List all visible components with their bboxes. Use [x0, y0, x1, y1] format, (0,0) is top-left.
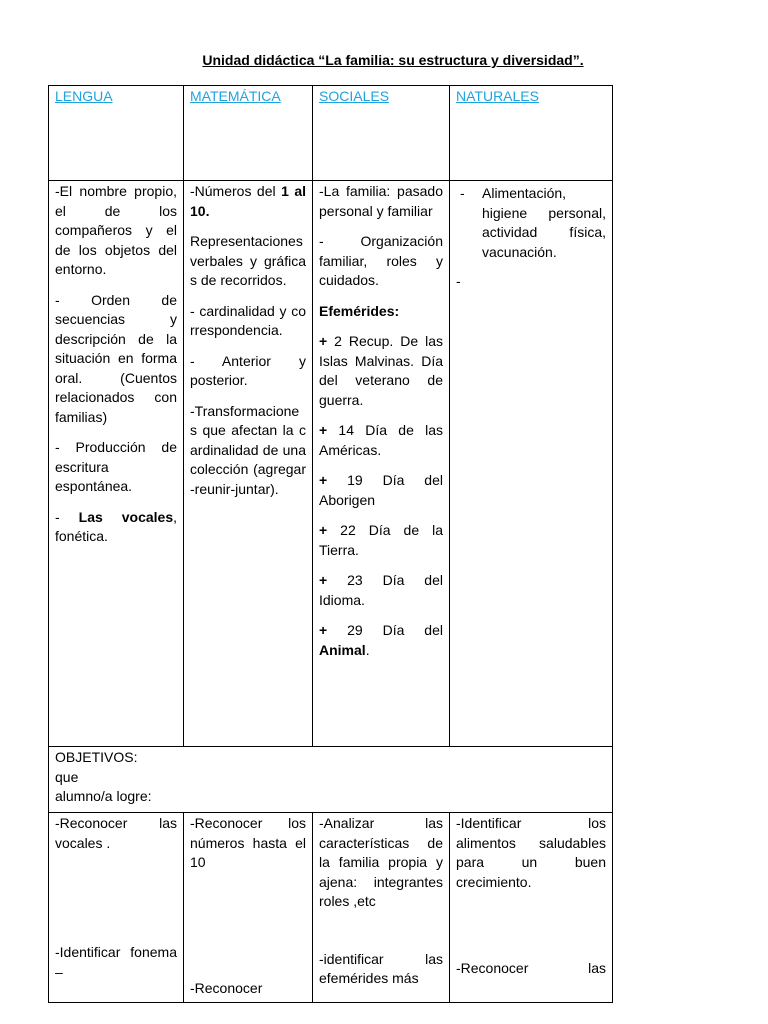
content-row [49, 181, 613, 747]
objetivo-sociales-1: -Analizar las características de la familia propia y ajena: integrantes roles ,etc [319, 815, 443, 909]
matematica-item-5: -Transformaciones que afectan la cardinalidad de una colección (agregar-reunir-juntar). [190, 402, 306, 497]
objetivo-lengua [49, 813, 184, 1003]
objetivo-naturales [450, 813, 613, 1003]
matematica-item-2: Representaciones verbales y gráficas de recorridos. [190, 233, 306, 288]
objetivo-lengua-2: -Identificar fonema – [55, 944, 177, 980]
unit-table [48, 85, 613, 1003]
objetivos-label-row [49, 747, 613, 813]
lengua-item-2: - Orden de secuencias y descripción de la situación en forma oral. (Cuentos relacionados con familias) [55, 291, 177, 425]
objetivo-naturales-1: -Identificar los alimentos saludables para un buen crecimiento. [456, 815, 606, 890]
objetivos-label-cell [49, 747, 613, 813]
objetivo-sociales [313, 813, 450, 1003]
plus-icon: + [319, 472, 328, 488]
efemeride-3: + 19 Día del Aborigen [319, 472, 443, 508]
header-cell-naturales [450, 86, 613, 181]
objetivo-sociales-2: -identificar las efemérides más [319, 950, 443, 986]
header-row [49, 86, 613, 181]
efemeride-4: + 22 Día de la Tierra. [319, 522, 443, 558]
content-lengua [49, 181, 184, 747]
plus-icon: + [319, 522, 328, 538]
plus-icon: + [319, 572, 328, 588]
naturales-dash: - [456, 273, 461, 289]
header-sociales[interactable]: SOCIALES [319, 88, 390, 104]
content-matematica [184, 181, 313, 747]
sociales-item-2: - Organización familiar, roles y cuidados. [319, 233, 443, 288]
content-naturales [450, 181, 613, 747]
sociales-item-1: -La familia: pasado personal y familiar [319, 183, 443, 219]
efemeride-1: + 2 Recup. De las Islas Malvinas. Día del veterano de guerra. [319, 333, 443, 408]
matematica-item-1: -Números del 1 al 10. [190, 183, 307, 219]
header-cell-sociales [313, 86, 450, 181]
efemeride-5: + 23 Día del Idioma. [319, 572, 443, 608]
naturales-list [456, 184, 606, 262]
header-lengua[interactable]: LENGUA [55, 88, 113, 104]
plus-icon: + [319, 622, 328, 638]
objetivos-label: OBJETIVOS: [55, 749, 138, 765]
content-sociales [313, 181, 450, 747]
header-matematica[interactable]: MATEMÁTICA [190, 88, 281, 104]
efemeride-2: + 14 Día de las Américas. [319, 422, 443, 458]
objetivo-matematica-2: -Reconocer [190, 979, 263, 996]
objetivo-naturales-2: -Reconocer las [456, 960, 606, 976]
matematica-item-3: - cardinalidad y correspondencia. [190, 302, 306, 338]
plus-icon: + [319, 333, 328, 349]
lengua-item-3: - Producción de escritura espontánea. [55, 439, 177, 494]
lengua-item-1: -El nombre propio, el de los compañeros y el de los objetos del entorno. [55, 183, 177, 277]
header-cell-lengua [49, 86, 184, 181]
header-cell-matematica [184, 86, 313, 181]
document-title: Unidad didáctica “La familia: su estructura y diversidad”. [202, 52, 584, 68]
lengua-item-4: - Las vocales, fonética. [55, 508, 177, 544]
plus-icon: + [319, 422, 328, 438]
objetivo-matematica-1: -Reconocer los números hasta el 10 [190, 815, 306, 870]
naturales-item-1: - Alimentación, higiene personal, actividad física, vacunación. [482, 184, 606, 262]
matematica-item-4: - Anterior y posterior. [190, 352, 306, 388]
objetivos-row [49, 813, 613, 1003]
efemeride-6: + 29 Día del Animal. [319, 622, 443, 658]
objetivo-matematica [184, 813, 313, 1003]
objetivos-que: que [55, 768, 79, 785]
objetivos-alumno: alumno/a logre: [55, 788, 152, 804]
efemerides-label: Efemérides: [319, 302, 400, 319]
objetivo-lengua-1: -Reconocer las vocales . [55, 815, 177, 851]
header-naturales[interactable]: NATURALES [456, 88, 539, 104]
